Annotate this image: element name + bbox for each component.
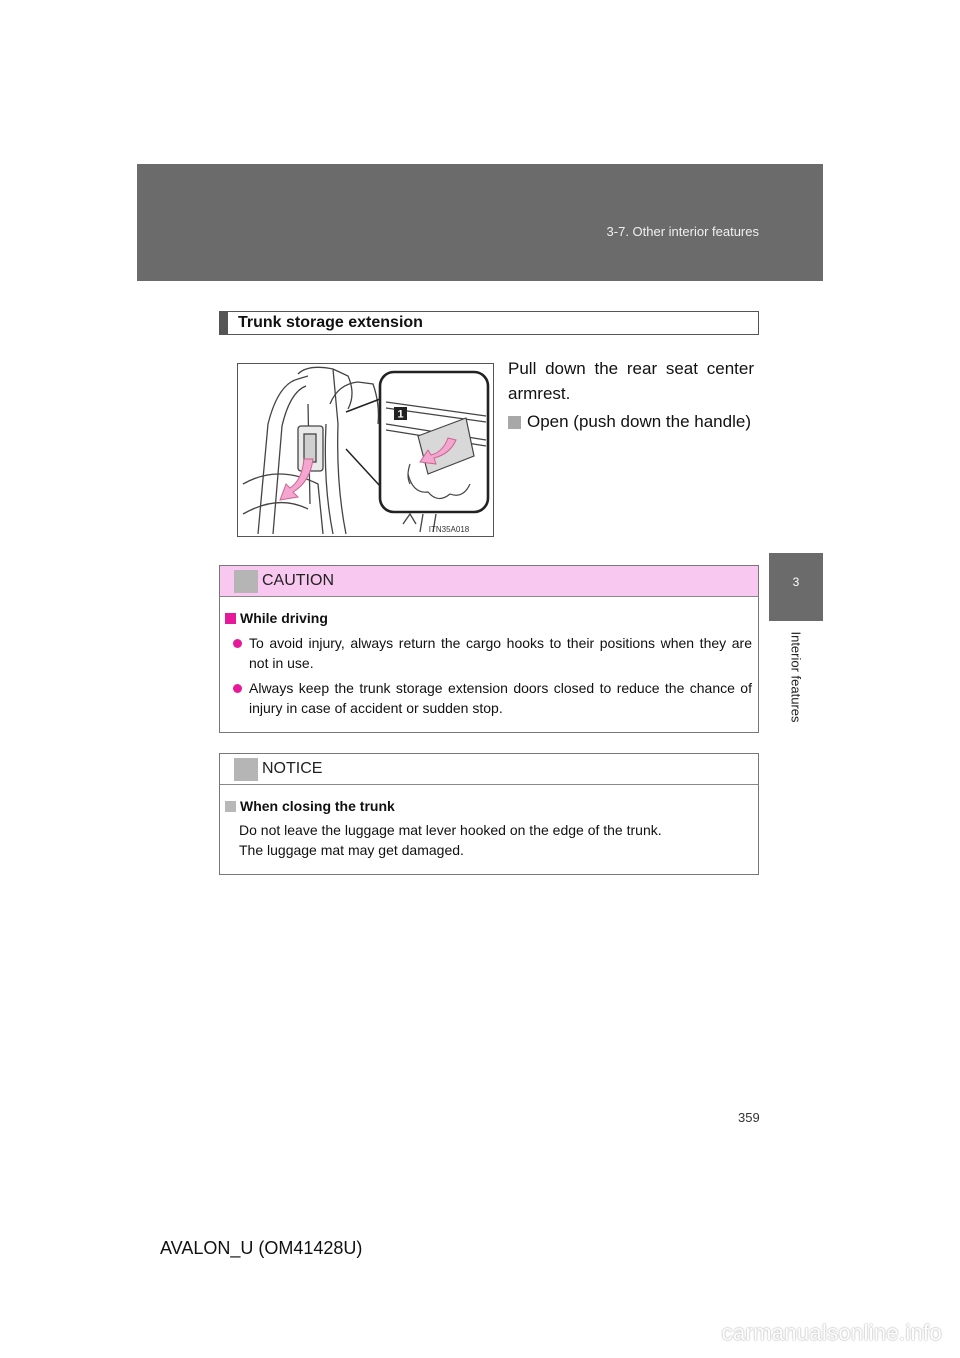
caution-bullet-text: Always keep the trunk storage extension doors closed to reduce the chance of injury in case of accident or sudden stop. — [249, 680, 752, 716]
armrest-illustration-svg — [238, 364, 493, 536]
notice-line: Do not leave the luggage mat lever hooked on the edge of the trunk. — [239, 822, 662, 838]
callout-line-bottom — [346, 449, 380, 486]
document-code: AVALON_U (OM41428U) — [160, 1238, 363, 1258]
notice-title: NOTICE — [262, 760, 323, 777]
chapter-caption: Interior features — [788, 631, 804, 723]
notice-subheading-text: When closing the trunk — [240, 798, 395, 814]
caution-box — [219, 565, 759, 733]
armrest-illustration — [237, 363, 494, 537]
step-label: Open (push down the handle) — [527, 412, 751, 431]
caution-subheading-text: While driving — [240, 610, 328, 626]
section-label: 3-7. Other interior features — [606, 224, 759, 239]
instruction-line-2: armrest. — [508, 384, 571, 403]
caution-body — [220, 608, 758, 718]
notice-subheading — [225, 796, 752, 816]
instruction-line-1: Pull down the rear seat center — [508, 359, 754, 378]
notice-header — [220, 754, 758, 785]
step-item — [508, 412, 751, 432]
heading-accent — [220, 312, 228, 334]
caution-square-icon — [234, 570, 258, 593]
chapter-tab — [769, 553, 823, 621]
chapter-number: 3 — [792, 575, 800, 589]
caution-bullet — [225, 678, 752, 718]
notice-box — [219, 753, 759, 875]
caution-bullet-text: To avoid injury, always return the cargo hooks to their positions when they are not in use. — [249, 635, 752, 671]
page-number: 359 — [738, 1110, 760, 1125]
headrest-outline — [298, 367, 352, 409]
figure-code: ITN35A018 — [428, 525, 470, 534]
notice-body — [220, 796, 758, 860]
caution-subheading — [225, 608, 752, 628]
caution-bullet — [225, 633, 752, 673]
watermark[interactable]: carmanualsonline.info — [721, 1320, 942, 1345]
bullet-dot-icon — [233, 684, 242, 693]
section-heading — [219, 311, 759, 335]
notice-subheading-square-icon — [225, 801, 236, 812]
caution-subheading-square-icon — [225, 613, 236, 624]
callout-number-text: 1 — [397, 408, 404, 421]
caution-header — [220, 566, 758, 597]
bullet-dot-icon — [233, 639, 242, 648]
caution-title: CAUTION — [262, 572, 334, 589]
section-heading-text: Trunk storage extension — [238, 314, 423, 331]
step-square-icon — [508, 416, 521, 429]
notice-square-icon — [234, 758, 258, 781]
header-band — [137, 164, 823, 281]
notice-line: The luggage mat may get damaged. — [239, 842, 464, 858]
